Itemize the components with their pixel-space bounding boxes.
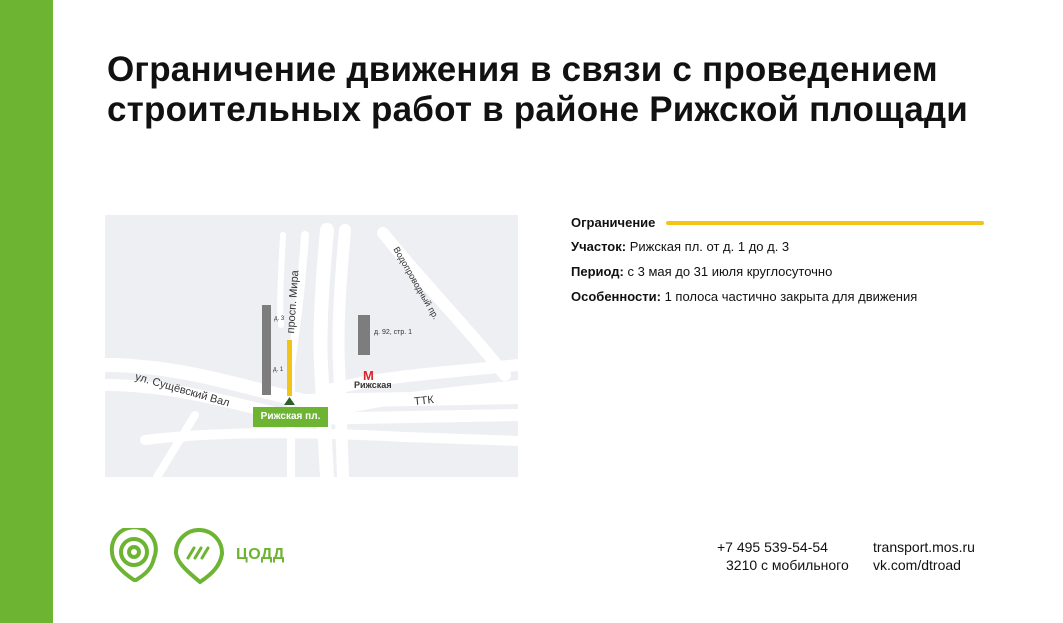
legend-restriction-line	[666, 221, 984, 225]
period-value: с 3 мая до 31 июля круглосуточно	[627, 264, 833, 279]
metro-icon: М	[363, 368, 374, 383]
building-label-d3: д. 3	[274, 316, 285, 322]
legend-row	[571, 215, 655, 230]
website-link[interactable]: transport.mos.ru	[873, 539, 975, 555]
building-label-d1: д. 1	[273, 367, 284, 373]
building-d92-shape	[358, 315, 370, 355]
metro-station-label: Рижская	[354, 380, 392, 390]
left-accent-bar	[0, 0, 53, 623]
section-row	[571, 239, 789, 254]
street-label-vodoprovodny: Водопроводный пр.	[391, 245, 442, 322]
page-title: Ограничение движения в связи с проведением строительных работ в районе Рижской площади	[107, 50, 969, 129]
building-label-d92: д. 92, стр. 1	[374, 329, 413, 336]
restriction-segment	[287, 340, 292, 396]
vk-link[interactable]: vk.com/dtroad	[873, 557, 961, 573]
phone-number[interactable]: +7 495 539-54-54	[717, 539, 828, 555]
building-d1-shape	[262, 343, 271, 395]
street-map	[105, 215, 518, 477]
map-canvas	[105, 215, 518, 477]
section-label: Участок:	[571, 239, 627, 254]
codd-logo-icon	[172, 528, 228, 584]
mobile-number: 3210 с мобильного	[726, 557, 849, 573]
brand-name: ЦОДД	[236, 546, 285, 563]
features-value: 1 полоса частично закрыта для движения	[664, 289, 918, 304]
features-row	[571, 289, 917, 304]
period-row	[571, 264, 832, 279]
period-label: Период:	[571, 264, 624, 279]
section-value: Рижская пл. от д. 1 до д. 3	[629, 239, 790, 254]
street-label-ttk: ТТК	[413, 393, 435, 409]
legend-label: Ограничение	[571, 215, 656, 230]
street-label-sushchevsky: ул. Сущёвский Вал	[133, 371, 231, 410]
building-d3-shape	[262, 305, 271, 343]
features-label: Особенности:	[571, 289, 661, 304]
square-badge: Рижская пл.	[253, 407, 328, 427]
moscow-transport-logo-icon	[106, 528, 162, 584]
street-label-mira: просп. Мира	[285, 269, 302, 334]
